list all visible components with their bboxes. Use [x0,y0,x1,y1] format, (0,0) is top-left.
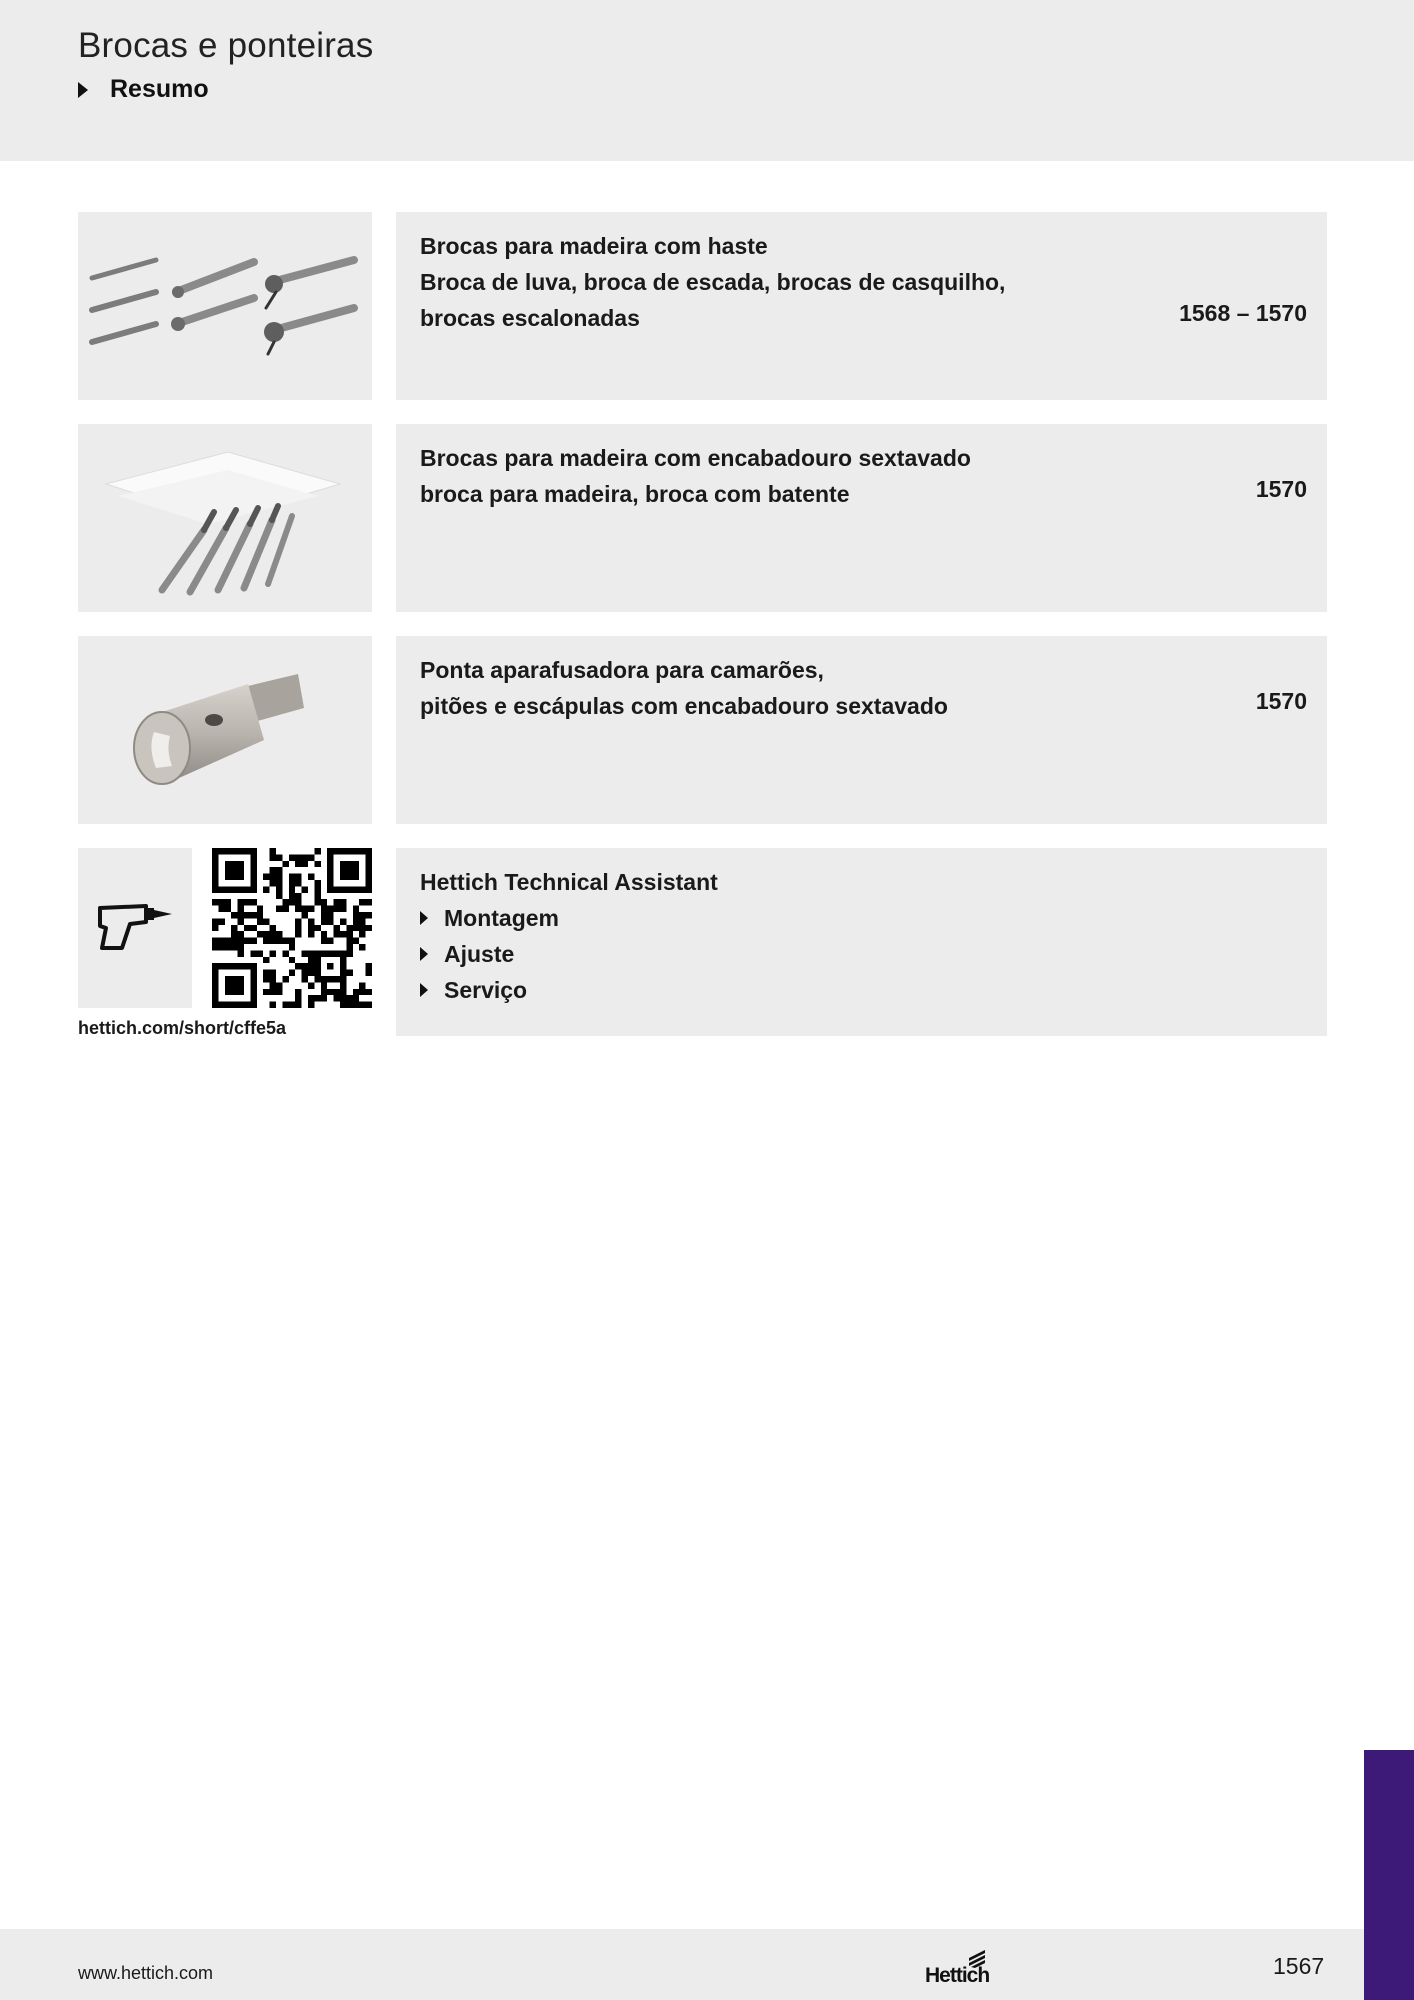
triangle-right-icon [420,983,428,997]
product-line: broca para madeira, broca com batente [420,481,850,507]
product-line: Ponta aparafusadora para camarões, [420,657,824,683]
assistant-item-label: Ajuste [444,941,515,967]
page-reference[interactable]: 1570 [1255,476,1307,502]
short-url-link[interactable]: hettich.com/short/cffe5a [78,1018,287,1038]
qr-code[interactable] [212,848,372,1008]
assistant-icon-box [78,848,192,1008]
page-reference[interactable]: 1568 – 1570 [1179,300,1307,326]
page-reference[interactable]: 1570 [1255,688,1307,714]
triangle-right-icon [420,947,428,961]
product-image-screwdriver-bit [78,636,372,824]
hex-shank-drill-set-icon [78,424,372,612]
page-number: 1567 [1273,1953,1325,1979]
assistant-item-label: Serviço [444,977,528,1003]
product-image-hex-drill-set [78,424,372,612]
assistant-item-label: Montagem [444,905,559,931]
page-title: Brocas e ponteiras [78,26,374,65]
product-panel-1[interactable] [396,212,1327,400]
breadcrumb[interactable] [78,75,209,104]
assistant-item-servico[interactable] [420,972,718,1008]
product-panel-2[interactable] [396,424,1327,612]
chapter-tab [1364,1750,1414,2000]
logo-wordmark: Hettich [925,1964,990,1987]
assistant-title: Hettich Technical Assistant [420,869,718,895]
footer-url[interactable]: www.hettich.com [78,1963,214,1983]
screwdriver-bit-hex-shank-icon [78,636,372,824]
assistant-item-montagem[interactable] [420,900,718,936]
assistant-item-ajuste[interactable] [420,936,718,972]
page-header [0,0,1414,161]
product-image-drill-bits [78,212,372,400]
product-panel-3[interactable] [396,636,1327,824]
qr-code-icon [212,848,372,1008]
wood-drill-bits-icon [78,212,372,400]
product-line: Broca de luva, broca de escada, brocas de casquilho, [420,269,1006,295]
product-line: Brocas para madeira com haste [420,233,768,259]
triangle-right-icon [78,82,88,98]
triangle-right-icon [420,911,428,925]
product-line: pitões e escápulas com encabadouro sextavado [420,693,948,719]
breadcrumb-label: Resumo [110,75,209,103]
hettich-logo [925,1950,997,1992]
product-line: Brocas para madeira com encabadouro sextavado [420,445,971,471]
drill-icon [78,848,192,1008]
assistant-panel [396,848,1327,1036]
product-line: brocas escalonadas [420,305,640,331]
